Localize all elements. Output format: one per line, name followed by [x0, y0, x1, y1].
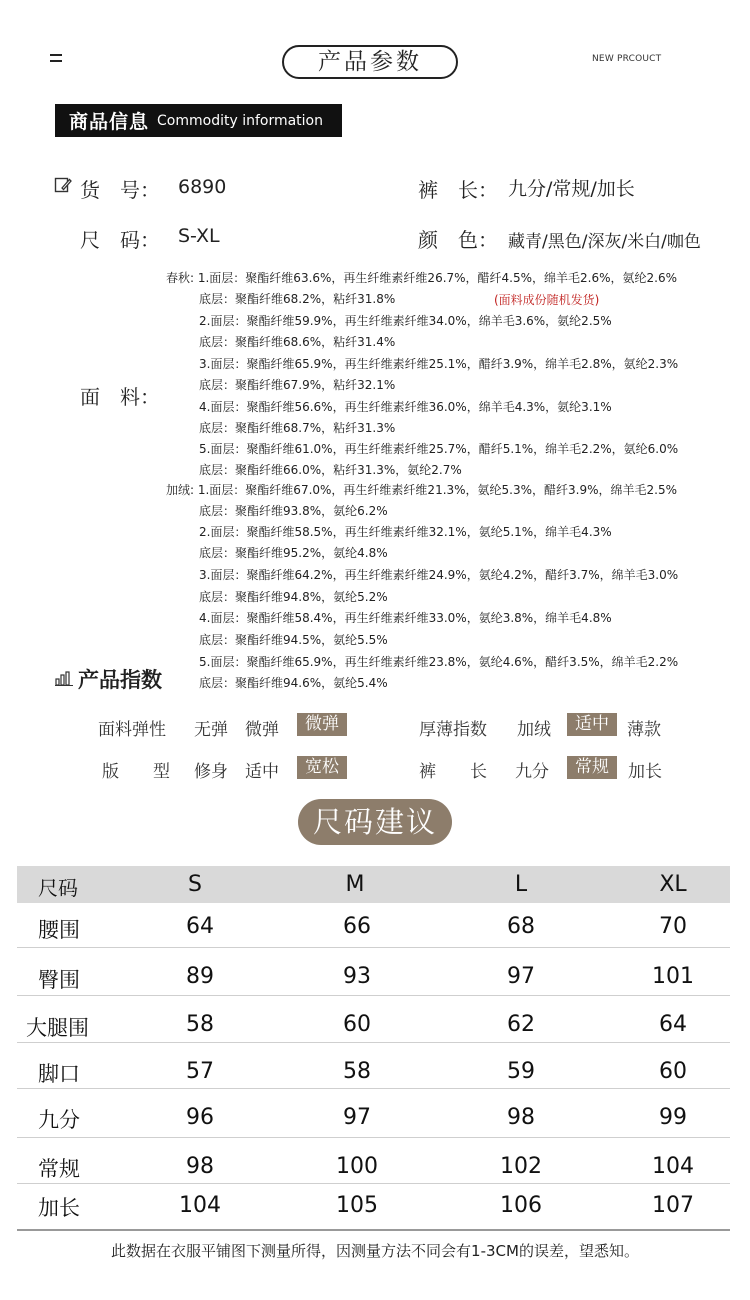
table-row-label: 常规: [38, 1157, 80, 1181]
table-cell: 62: [507, 1012, 535, 1037]
page-title: 产品参数: [282, 45, 458, 79]
fabric-label: 面 料：: [80, 385, 160, 409]
thickness-label: 厚薄指数: [419, 720, 487, 740]
fabric-line: 底层：聚酯纤维95.2%，氨纶4.8%: [199, 546, 388, 560]
table-cell: 58: [343, 1059, 371, 1084]
table-row-label: 大腿围: [26, 1016, 89, 1040]
section-title-cn: 商品信息: [69, 111, 150, 133]
edit-icon: [54, 176, 72, 194]
table-cell: 97: [507, 964, 535, 989]
fabric-line: 底层：聚酯纤维94.6%，氨纶5.4%: [199, 676, 388, 690]
elastic-option: 无弹: [194, 720, 228, 740]
table-cell: 102: [500, 1154, 542, 1179]
color-label: 颜 色：: [418, 228, 498, 252]
thickness-option: 薄款: [627, 720, 661, 740]
fit-option: 修身: [194, 762, 228, 782]
table-row-label: 臀围: [38, 968, 80, 992]
row-divider: [17, 1042, 730, 1043]
row-divider: [17, 947, 730, 948]
table-cell: 70: [659, 914, 687, 939]
bar-chart-icon: [55, 670, 73, 686]
fabric-line: 底层：聚酯纤维68.7%，粘纤31.3%: [199, 421, 396, 435]
table-cell: 89: [186, 964, 214, 989]
fabric-line: 底层：聚酯纤维67.9%，粘纤32.1%: [199, 378, 396, 392]
table-cell: 101: [652, 964, 694, 989]
fabric-line: 5.面层：聚酯纤维61.0%，再生纤维素纤维25.7%，醋纤5.1%，绵羊毛2.2%，氨纶6.0%: [199, 442, 679, 456]
table-cell: 99: [659, 1105, 687, 1130]
section-header: [55, 104, 342, 137]
table-cell: 104: [179, 1193, 221, 1218]
size-guide-title: 尺码建议: [298, 799, 452, 845]
page-subtitle: NEW PRCOUCT: [592, 54, 662, 64]
pants-length-label: 裤 长: [419, 762, 487, 782]
table-cell: 60: [659, 1059, 687, 1084]
elastic-label: 面料弹性: [98, 720, 166, 740]
fabric-line: 底层：聚酯纤维94.5%，氨纶5.5%: [199, 633, 388, 647]
fit-option: 适中: [245, 762, 279, 782]
pants-length-option-selected: 常规: [567, 756, 617, 779]
fabric-line: 3.面层：聚酯纤维64.2%，再生纤维素纤维24.9%，氨纶4.2%，醋纤3.7%，绵羊毛3.0%: [199, 568, 679, 582]
table-row-label: 腰围: [38, 918, 80, 942]
fabric-note: (面料成份随机发货): [494, 293, 600, 307]
table-header-m: M: [345, 872, 365, 897]
elastic-option-selected: 微弹: [297, 713, 347, 736]
fabric-line: 底层：聚酯纤维66.0%，粘纤31.3%，氨纶2.7%: [199, 463, 462, 477]
thickness-option: 加绒: [517, 720, 551, 740]
pants-length-option: 九分: [515, 762, 549, 782]
row-divider: [17, 1183, 730, 1184]
table-cell: 105: [336, 1193, 378, 1218]
size-value: S-XL: [178, 225, 220, 247]
fabric-line: 加绒: 1.面层：聚酯纤维67.0%，再生纤维素纤维21.3%，氨纶5.3%，醋纤3.9%，绵羊毛2.5%: [166, 483, 678, 497]
fabric-line: 2.面层：聚酯纤维59.9%，再生纤维素纤维34.0%，绵羊毛3.6%，氨纶2.5%: [199, 314, 612, 328]
table-row-label: 加长: [38, 1196, 80, 1220]
fabric-line: 底层：聚酯纤维68.6%，粘纤31.4%: [199, 335, 396, 349]
fit-option-selected: 宽松: [297, 756, 347, 779]
table-cell: 66: [343, 914, 371, 939]
color-value: 藏青/黑色/深灰/米白/咖色: [508, 232, 701, 252]
pants-length-option: 加长: [628, 762, 662, 782]
table-cell: 98: [507, 1105, 535, 1130]
table-cell: 104: [652, 1154, 694, 1179]
table-row-label: 脚口: [38, 1062, 80, 1086]
length-label: 裤 长：: [418, 178, 498, 202]
table-cell: 97: [343, 1105, 371, 1130]
table-cell: 68: [507, 914, 535, 939]
row-divider: [17, 1137, 730, 1138]
table-cell: 100: [336, 1154, 378, 1179]
size-label: 尺 码：: [80, 228, 160, 252]
table-cell: 58: [186, 1012, 214, 1037]
fabric-line: 3.面层：聚酯纤维65.9%，再生纤维素纤维25.1%，醋纤3.9%，绵羊毛2.8%，氨纶2.3%: [199, 357, 679, 371]
fit-label: 版 型: [102, 762, 170, 782]
fabric-line: 5.面层：聚酯纤维65.9%，再生纤维素纤维23.8%，氨纶4.6%，醋纤3.5%，绵羊毛2.2%: [199, 655, 679, 669]
table-cell: 60: [343, 1012, 371, 1037]
index-title: 产品指数: [78, 668, 162, 692]
table-header-size: 尺码: [38, 876, 78, 900]
item-no-label: 货 号：: [80, 178, 160, 202]
table-cell: 106: [500, 1193, 542, 1218]
table-cell: 64: [186, 914, 214, 939]
item-no-value: 6890: [178, 176, 227, 198]
table-bottom-border: [17, 1229, 730, 1231]
thickness-option-selected: 适中: [567, 713, 617, 736]
fabric-line: 2.面层：聚酯纤维58.5%，再生纤维素纤维32.1%，氨纶5.1%，绵羊毛4.3%: [199, 525, 612, 539]
fabric-line: 底层：聚酯纤维94.8%，氨纶5.2%: [199, 590, 388, 604]
measurement-note: 此数据在衣服平铺图下测量所得，因测量方法不同会有1-3CM的误差，望悉知。: [111, 1242, 639, 1260]
length-value: 九分/常规/加长: [508, 178, 635, 200]
fabric-line: 4.面层：聚酯纤维56.6%，再生纤维素纤维36.0%，绵羊毛4.3%，氨纶3.1%: [199, 400, 612, 414]
row-divider: [17, 995, 730, 996]
fabric-line: 底层：聚酯纤维68.2%，粘纤31.8%: [199, 292, 396, 306]
table-cell: 96: [186, 1105, 214, 1130]
elastic-option: 微弹: [245, 720, 279, 740]
table-cell: 64: [659, 1012, 687, 1037]
fabric-line: 春秋: 1.面层：聚酯纤维63.6%，再生纤维素纤维26.7%，醋纤4.5%，绵羊毛2.6%，氨纶2.6%: [166, 271, 678, 285]
table-cell: 59: [507, 1059, 535, 1084]
table-header-xl: XL: [659, 872, 687, 897]
menu-icon: [50, 54, 62, 66]
table-cell: 57: [186, 1059, 214, 1084]
table-cell: 107: [652, 1193, 694, 1218]
table-header-l: L: [514, 872, 528, 897]
section-title-en: Commodity information: [157, 112, 323, 129]
table-cell: 93: [343, 964, 371, 989]
table-row-label: 九分: [38, 1108, 80, 1132]
table-cell: 98: [186, 1154, 214, 1179]
table-header-s: S: [188, 872, 202, 897]
row-divider: [17, 1088, 730, 1089]
fabric-line: 底层：聚酯纤维93.8%，氨纶6.2%: [199, 504, 388, 518]
fabric-line: 4.面层：聚酯纤维58.4%，再生纤维素纤维33.0%，氨纶3.8%，绵羊毛4.8%: [199, 611, 612, 625]
